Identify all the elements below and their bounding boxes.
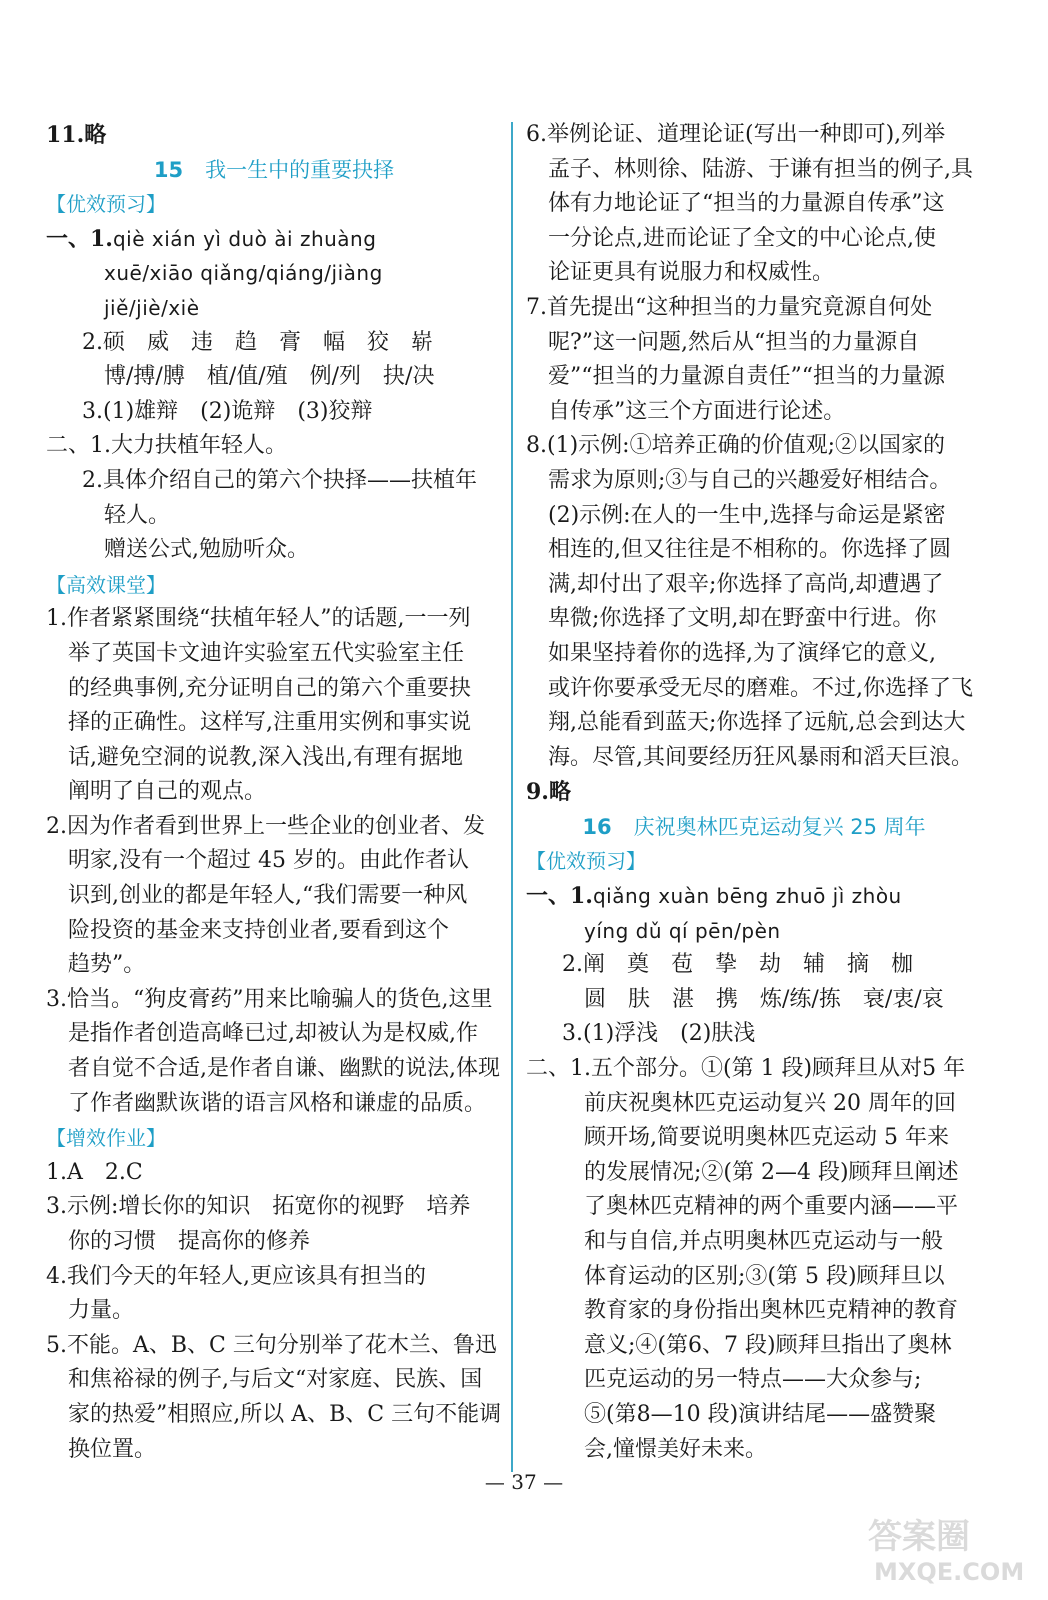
answer-line: 会,憧憬美好未来。 [584, 1436, 767, 1462]
answer-line: 是指作者创造高峰已过,却被认为是权威,作 [68, 1021, 478, 1047]
answer-line: 教育家的身份指出奥林匹克精神的教育 [584, 1298, 959, 1324]
pinyin-line: xuē/xiāo qiǎng/qiáng/jiàng [104, 261, 383, 286]
answer-line: 7.首先提出“这种担当的力量究竟源自何处 [526, 294, 933, 320]
answer-line: 2.阐 奠 苞 挚 劫 辅 摘 枷 [562, 952, 913, 978]
answer-line: 前庆祝奥林匹克运动复兴 20 周年的回 [584, 1090, 956, 1116]
answer-line: 11.略 [46, 122, 107, 148]
lesson-number: 15 [153, 157, 184, 182]
lesson-number: 16 [582, 814, 612, 839]
answer-line [46, 222, 502, 257]
answer-line: 2.因为作者看到世界上一些企业的创业者、发 [46, 813, 485, 839]
answer-line: 轻人。 [104, 502, 171, 528]
right-column [526, 118, 982, 1467]
answer-line: 8.(1)示例:①培养正确的价值观;②以国家的 [526, 433, 945, 459]
answer-line: 了作者幽默诙谐的语言风格和谦虚的品质。 [68, 1090, 487, 1116]
section-heading: 【优效预习】 [46, 192, 166, 217]
answer-line: 体有力地论证了“担当的力量源自传承”这 [548, 191, 945, 217]
answer-line: 如果坚持着你的选择,为了演绎它的意义, [548, 640, 936, 666]
answer-line: 相连的,但又往往是不相称的。你选择了圆 [548, 537, 951, 563]
page-number: — 37 — [484, 1470, 564, 1494]
answer-line: 举了英国卡文迪许实验室五代实验室主任 [68, 640, 465, 666]
answer-line: 论证更具有说服力和权威性。 [548, 260, 835, 286]
watermark-site-text: MXQE.COM [874, 1558, 1025, 1586]
pinyin-line: jiě/jiè/xiè [104, 295, 200, 320]
answer-line: 力量。 [68, 1298, 135, 1324]
answer-line: 9.略 [526, 779, 571, 806]
section-heading: 【优效预习】 [526, 849, 646, 874]
lesson-15-title [46, 153, 502, 188]
answer-line: 6.举例论证、道理论证(写出一种即可),列举 [526, 122, 946, 147]
answer-line: 择的正确性。这样写,注重用实例和事实说 [68, 710, 471, 736]
answer-line [526, 879, 982, 914]
answer-line: 和焦裕禄的例子,与后文“对家庭、民族、国 [68, 1367, 483, 1393]
section-heading: 【增效作业】 [46, 1126, 166, 1151]
lesson-16-title [526, 810, 982, 845]
answer-line: 3.(1)浮浅 (2)肤浅 [562, 1021, 756, 1047]
lesson-title-text: 我一生中的重要抉择 [205, 157, 395, 182]
watermark-logo [864, 1508, 1034, 1588]
lesson-title-text: 庆祝奥林匹克运动复兴 25 周年 [633, 814, 926, 839]
answer-line: 意义;④(第6、7 段)顾拜旦指出了奥林 [584, 1332, 952, 1358]
answer-line: (2)示例:在人的一生中,选择与命运是紧密 [548, 502, 946, 528]
answer-line: 的发展情况;②(第 2—4 段)顾拜旦阐述 [584, 1159, 959, 1185]
answer-line: 海。尽管,其间要经历狂风暴雨和滔天巨浪。 [548, 744, 973, 770]
answer-line: 明家,没有一个超过 45 岁的。由此作者认 [68, 848, 469, 874]
watermark-logo-text: 答案圈 [868, 1517, 970, 1557]
answer-line: 2.硕 威 违 趋 膏 幅 狡 崭 [82, 329, 433, 355]
answer-line: 1.A 2.C [46, 1159, 143, 1185]
answer-line: 爱”“担当的力量源自责任”“担当的力量源 [548, 364, 945, 390]
answer-line: 二、1.五个部分。①(第 1 段)顾拜旦从对5 年 [526, 1056, 966, 1082]
answer-line: 者自觉不合适,是作者自谦、幽默的说法,体现 [68, 1056, 500, 1082]
answer-line: 了奥林匹克精神的两个重要内涵——平 [584, 1194, 959, 1220]
answer-line: 赠送公式,勉励听众。 [104, 537, 309, 563]
answer-line: 体育运动的区别;③(第 5 段)顾拜旦以 [584, 1263, 945, 1289]
item-label: 一、1. [526, 883, 593, 910]
answer-line: 二、1.大力扶植年轻人。 [46, 433, 287, 459]
answer-line: 卑微;你选择了文明,却在野蛮中行进。你 [548, 606, 937, 632]
answer-line: 识到,创业的都是年轻人,“我们需要一种风 [68, 883, 468, 909]
answer-line: 孟子、林则徐、陆游、于谦有担当的例子,具 [548, 156, 973, 182]
answer-line: 换位置。 [68, 1436, 157, 1462]
answer-line: 满,却付出了艰辛;你选择了高尚,却遭遇了 [548, 571, 944, 597]
answer-line: 圆 肤 湛 携 炼/练/拣 衰/衷/哀 [584, 986, 944, 1012]
answer-line: 险投资的基金来支持创业者,要看到这个 [68, 917, 449, 943]
answer-line: 自传承”这三个方面进行论述。 [548, 398, 846, 424]
answer-line: 或许你要承受无尽的磨难。不过,你选择了飞 [548, 675, 973, 701]
answer-line: 匹克运动的另一特点——大众参与; [584, 1367, 922, 1393]
answer-line: 和与自信,并点明奥林匹克运动与一般 [584, 1229, 943, 1254]
answer-line: 的经典事例,充分证明自己的第六个重要抉 [68, 675, 471, 701]
answer-line: 趋势”。 [68, 952, 146, 978]
answer-line: 一分论点,进而论证了全文的中心论点,使 [548, 225, 936, 251]
answer-line: 1.作者紧紧围绕“扶植年轻人”的话题,一一列 [46, 606, 471, 632]
answer-line: 3.恰当。“狗皮膏药”用来比喻骗人的货色,这里 [46, 986, 493, 1012]
answer-line: 话,避免空洞的说教,深入浅出,有理有据地 [68, 744, 463, 770]
answer-line: 家的热爱”相照应,所以 A、B、C 三句不能调 [68, 1401, 502, 1427]
answer-line: ⑤(第8—10 段)演讲结尾——盛赞聚 [584, 1401, 937, 1427]
answer-line: 5.不能。A、B、C 三句分别举了花木兰、鲁迅 [46, 1332, 497, 1358]
answer-line: 博/搏/膊 植/值/殖 例/列 抉/决 [104, 364, 435, 390]
pinyin-line: yíng dǔ qí pēn/pèn [584, 918, 781, 943]
answer-line: 翔,总能看到蓝天;你选择了远航,总会到达大 [548, 710, 966, 736]
answer-line: 顾开场,简要说明奥林匹克运动 5 年来 [584, 1125, 949, 1151]
column-divider [511, 122, 513, 1472]
answer-line: 4.我们今天的年轻人,更应该具有担当的 [46, 1263, 426, 1289]
answer-line: 你的习惯 提高你的修养 [68, 1229, 311, 1254]
answer-line: 2.具体介绍自己的第六个抉择——扶植年 [82, 467, 477, 493]
answer-line: 需求为原则;③与自己的兴趣爱好相结合。 [548, 467, 952, 493]
answer-line: 阐明了自己的观点。 [68, 779, 267, 805]
answer-line: 呢?”这一问题,然后从“担当的力量源自 [548, 329, 920, 355]
answer-line: 3.(1)雄辩 (2)诡辩 (3)狡辩 [82, 398, 373, 424]
pinyin-text: qiè xián yì duò ài zhuàng [112, 226, 377, 251]
section-heading: 【高效课堂】 [46, 572, 166, 597]
left-column [46, 118, 502, 1467]
pinyin-text: qiǎng xuàn bēng zhuō jì zhòu [592, 884, 902, 909]
item-label: 一、1. [46, 225, 113, 252]
answer-line: 3.示例:增长你的知识 拓宽你的视野 培养 [46, 1194, 471, 1220]
